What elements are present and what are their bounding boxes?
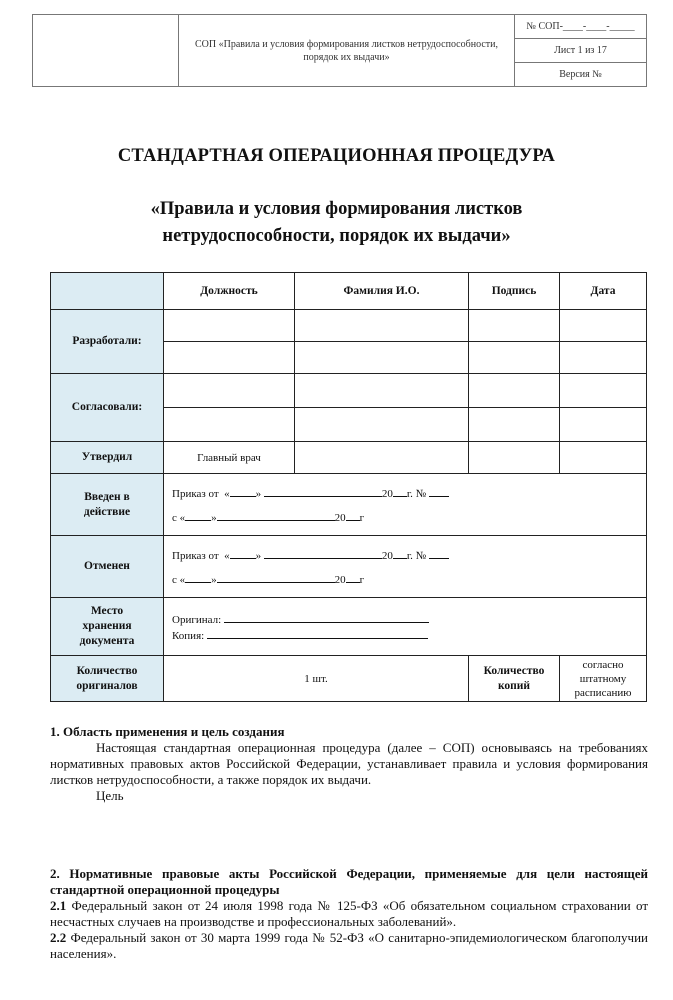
header-sop-number: № СОП-____-____-_____ [515,15,647,39]
cell[interactable] [560,310,647,342]
cell[interactable] [469,374,560,408]
quote-close: » [211,511,217,524]
introduced-fields [164,474,647,536]
cell[interactable] [164,342,295,374]
quote-open: « [224,549,230,562]
storage-label: Место хранения документа [79,605,135,647]
cell[interactable] [295,374,469,408]
year-suffix: г [359,573,365,586]
item-text: Федеральный закон от 30 марта 1999 года № 52-ФЗ «О санитарно-эпидемиологическом благополучии населения». [50,930,648,961]
copies-count-cell [469,656,560,702]
day-field[interactable] [230,486,256,497]
corner-cell [51,273,164,310]
order-from-label: Приказ от [172,487,219,500]
section-1-heading: 1. Область применения и цель создания [50,724,285,739]
section-2-heading: 2. Нормативные правовые акты Российской Федерации, применяемые для цели настоящей стандартной операционной процедуры [50,866,648,897]
approved-position: Главный врач [164,442,295,474]
copy-field[interactable] [207,628,428,639]
quote-open: « [224,487,230,500]
introduced-label: Введен в действие [83,490,131,518]
originals-count: 1 шт. [164,656,469,702]
header-version: Версия № [515,63,647,87]
order-number-field[interactable] [429,486,449,497]
col-position: Должность [164,273,295,310]
section-2 [50,866,648,962]
day-field[interactable] [185,572,211,583]
day-field[interactable] [185,510,211,521]
quote-close: » [255,549,262,562]
year-prefix: 20 [381,549,393,562]
cancelled-fields [164,536,647,598]
cell[interactable] [164,310,295,342]
cell[interactable] [560,342,647,374]
quote-close: » [255,487,262,500]
copies-count: согласно штатному расписанию [560,656,647,702]
cell[interactable] [469,442,560,474]
row-originals-count [51,656,164,702]
subtitle-text: «Правила и условия формирования листков нетрудоспособности, порядок их выдачи» [150,199,523,246]
section-1-goal: Цель [96,788,124,803]
cell[interactable] [295,310,469,342]
month-field[interactable] [264,548,382,559]
original-label: Оригинал: [172,613,222,626]
row-introduced [51,474,164,536]
originals-count-label: Количество оригиналов [76,664,138,692]
cell[interactable] [295,342,469,374]
document-subtitle [0,196,673,250]
day-field[interactable] [230,548,256,559]
quote-close: » [211,573,217,586]
cell[interactable] [164,374,295,408]
month-field[interactable] [217,510,335,521]
copy-label: Копия: [172,629,205,642]
section-2-item-2 [50,930,648,962]
header-sheet: Лист 1 из 17 [515,39,647,63]
cell[interactable] [560,442,647,474]
header-title: СОП «Правила и условия формирования листков нетрудоспособности, порядок их выдачи» [179,15,515,87]
row-cancelled: Отменен [51,536,164,598]
from-label: с [172,573,177,586]
col-signature: Подпись [469,273,560,310]
storage-fields [164,598,647,656]
order-number-field[interactable] [429,548,449,559]
approval-table [50,272,647,702]
col-name: Фамилия И.О. [295,273,469,310]
cell[interactable] [560,374,647,408]
year-field[interactable] [346,572,360,583]
row-developed: Разработали: [51,310,164,374]
section-1-text: Настоящая стандартная операционная процедура (далее – СОП) основываясь на требованиях нормативных правовых актов Российской Федерации, устанавливает правила и условия формирования листков нетрудоспособности, а также порядок их выдачи. [50,740,648,787]
cell[interactable] [560,408,647,442]
cell[interactable] [469,408,560,442]
section-2-item-1 [50,898,648,930]
from-label: с [172,511,177,524]
cell[interactable] [469,342,560,374]
year-prefix: 20 [381,487,393,500]
quote-open: « [179,573,186,586]
year-suffix: г [359,511,365,524]
original-field[interactable] [224,612,429,623]
cell[interactable] [469,310,560,342]
year-field[interactable] [393,548,407,559]
cell[interactable] [295,442,469,474]
order-number-label: г. № [406,487,427,500]
col-date: Дата [560,273,647,310]
month-field[interactable] [264,486,382,497]
order-from-label: Приказ от [172,549,219,562]
year-prefix: 20 [334,573,346,586]
item-number: 2.2 [50,930,67,945]
year-field[interactable] [346,510,360,521]
cell[interactable] [295,408,469,442]
section-1 [50,724,648,804]
document-title: СТАНДАРТНАЯ ОПЕРАЦИОННАЯ ПРОЦЕДУРА [117,146,556,166]
item-number: 2.1 [50,898,67,913]
cell[interactable] [164,408,295,442]
copies-count-label: Количество копий [483,664,545,692]
document-header [32,14,647,87]
year-prefix: 20 [334,511,346,524]
row-agreed: Согласовали: [51,374,164,442]
header-logo-cell [33,15,179,87]
row-storage [51,598,164,656]
quote-open: « [179,511,186,524]
order-number-label: г. № [406,549,427,562]
row-approved: Утвердил [51,442,164,474]
year-field[interactable] [393,486,407,497]
month-field[interactable] [217,572,335,583]
item-text: Федеральный закон от 24 июля 1998 года № 125-ФЗ «Об обязательном социальном страховании от несчастных случаев на производстве и профессиональных заболеваний». [50,898,648,929]
